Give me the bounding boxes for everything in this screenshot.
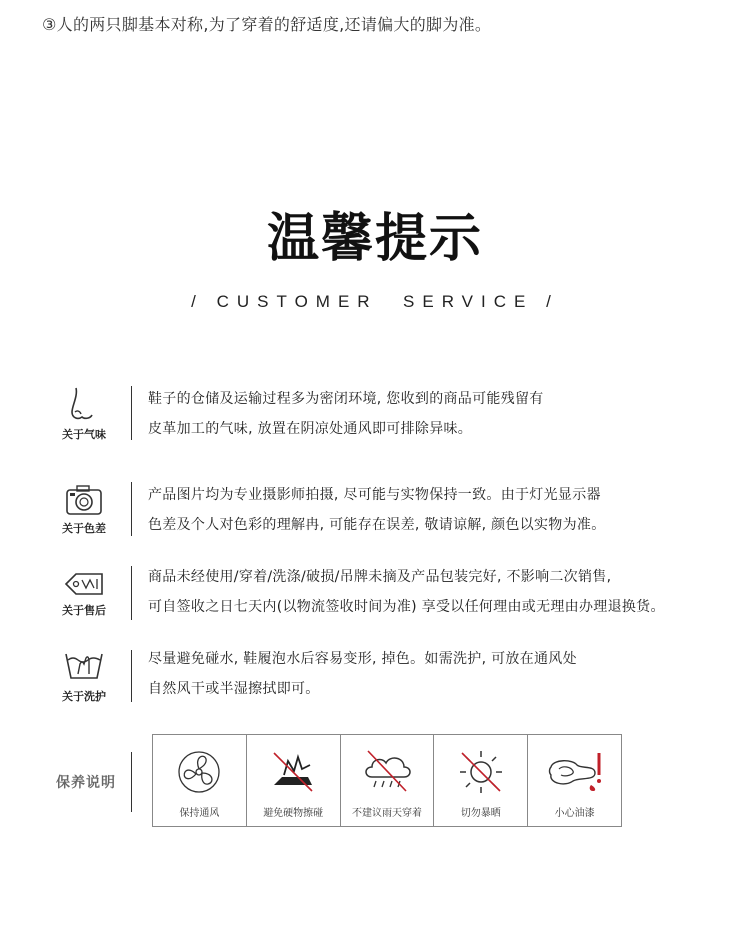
tip-color [0,480,750,540]
tip-after-sales [0,564,750,624]
care-item-label: 不建议雨天穿着 [351,808,422,819]
care-item-avoid-hard [247,735,341,826]
care-item-ventilate [153,735,247,826]
page-title: 温馨提示 [266,209,483,269]
fan-icon [174,747,224,797]
care-item-label: 切勿暴晒 [460,808,501,819]
page-subtitle: / CUSTOMER SERVICE / [191,292,559,311]
divider [131,650,132,702]
tip-label: 关于色差 [62,522,106,535]
washing-icon [62,646,106,682]
care-item-label: 避免硬物擦碰 [263,808,324,819]
care-item-label: 小心油漆 [554,808,595,819]
tip-text: 鞋子的仓储及运输过程多为密闭环境, 您收到的商品可能残留有 [148,391,544,407]
divider [131,566,132,620]
tip-text: 自然风干或半湿擦拭即可。 [148,681,320,697]
tip-label: 关于售后 [62,604,106,617]
care-divider [131,752,132,812]
tip-label: 关于气味 [62,428,106,441]
divider [131,386,132,440]
care-item-oil [528,735,621,826]
care-item-no-rain [341,735,435,826]
tip-text: 产品图片均为专业摄影师拍摄, 尽可能与实物保持一致。由于灯光显示器 [148,487,601,503]
tip-text: 可自签收之日七天内(以物流签收时间为准) 享受以任何理由或无理由办理退换货。 [148,599,665,615]
nose-icon [62,386,106,422]
divider [131,482,132,536]
camera-icon [62,482,106,518]
tip-text: 商品未经使用/穿着/洗涤/破损/吊牌未摘及产品包装完好, 不影响二次销售, [148,569,612,585]
tip-text: 色差及个人对色彩的理解冉, 可能存在误差, 敬请谅解, 颜色以实物为准。 [148,517,606,533]
care-item-no-sun [434,735,528,826]
tip-smell [0,384,750,444]
tip-label: 关于洗护 [62,690,106,703]
no-rain-icon [360,747,414,797]
tip-text: 尽量避免碰水, 鞋履泡水后容易变形, 掉色。如需洗护, 可放在通风处 [148,651,577,667]
no-sun-icon [456,747,506,797]
care-item-label: 保持通风 [179,808,220,819]
care-grid [152,734,622,827]
top-note: ③人的两只脚基本对称,为了穿着的舒适度,还请偏大的脚为准。 [42,15,492,34]
care-label: 保养说明 [56,775,116,791]
no-hard-object-icon [268,747,318,797]
tag-icon [62,566,106,602]
oil-stain-icon [543,747,607,797]
tip-text: 皮革加工的气味, 放置在阴凉处通风即可排除异味。 [148,421,473,437]
tip-washing [0,646,750,706]
